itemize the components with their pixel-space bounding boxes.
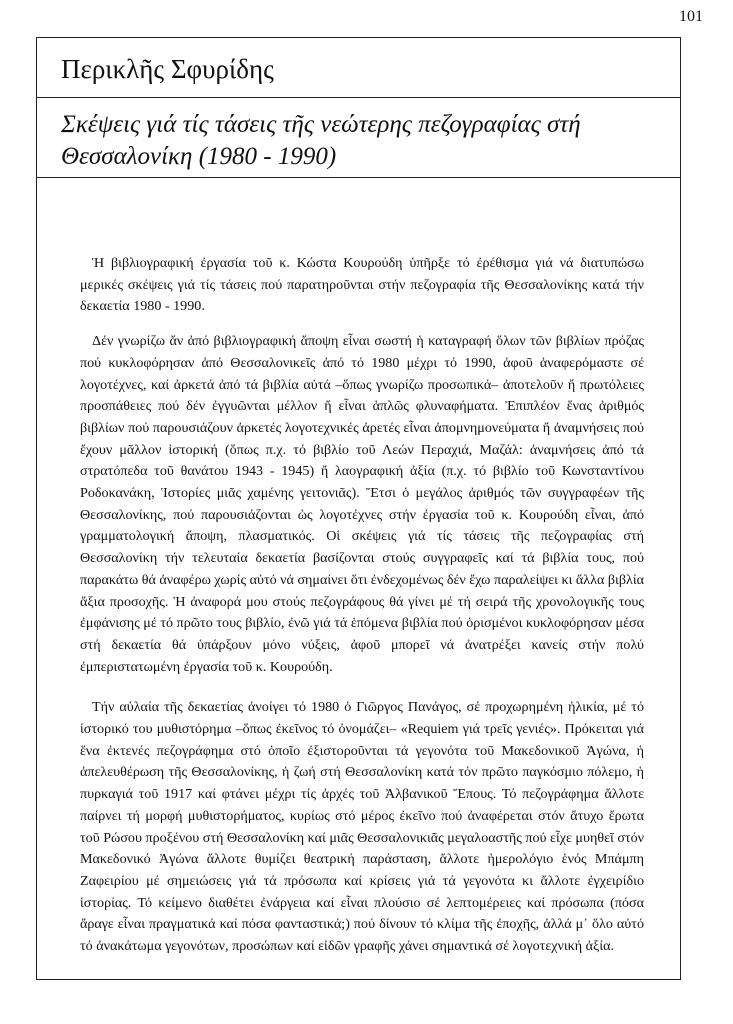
article-frame: [36, 37, 681, 980]
paragraph-1: Ἡ βιβλιογραφική ἐργασία τοῦ κ. Κώστα Κουρούδη ὑπῆρξε τό ἐρέθισμα γιά νά διατυπώσω μερικές σκέψεις γιά τίς τάσεις πού παρατηροῦνται στήν πεζογραφία τῆς Θεσσαλονίκης κατά τήν δεκαετία 1980 - 1990.: [80, 255, 644, 315]
article-body: [37, 178, 680, 958]
paragraph-3: Τήν αὐλαία τῆς δεκαετίας ἀνοίγει τό 1980 ὁ Γιῶργος Πανάγος, σέ προχωρημένη ἡλικία, μέ τό ἱστορικό του μυθιστόρημα –ὅπως ἐκεῖνος τό ὀνομάζει– «Requiem γιά τρεῖς γενιές». Πρόκειται γιά ἕνα ἐκτενές πεζογράφημα στό ὁποῖο ἐξιστοροῦνται τά γεγονότα τοῦ Μακεδονικοῦ Ἀγώνα, ἡ ἀπελευθέρωση τῆς Θεσσαλονίκης, ἡ ζωή στή Θεσσαλονίκη κατά τόν πρῶτο παγκόσμιο πόλεμο, ἡ πυρκαγιά τοῦ 1917 καί φτάνει μέχρι τίς ἀρχές τοῦ Ἀλβανικοῦ Ἔπους. Τό πεζογράφημα ἄλλοτε παίρνει τή μορφή μυθιστορήματος, κυρίως στό μέρος ἐκεῖνο πού ἀναφέρεται στόν ἄτυχο ἔρωτα τοῦ Ρώσου προξένου στή Θεσσαλονίκη καί μιᾶς Θεσσαλονικιᾶς μεγαλοαστῆς πού εἶχε μυηθεῖ στόν Μακεδονικό Ἀγώνα ἄλλοτε θυμίζει θεατρική παράσταση, ἄλλοτε ἡμερολόγιο ἑνός Μπάμπη Ζαφειρίου μέ σημειώσεις γιά τά πρόσωπα καί κρίσεις γιά τά γεγονότα κι ἄλλοτε ἐγχειρίδιο ἱστορίας. Τό κείμενο διαθέτει ἐνάργεια καί εἶναι πλούσιο σέ λεπτομέρειες καί πρόσωπα (πόσα ἄραγε εἶναι πραγματικά καί πόσα φανταστικά;) πού δίνουν τό κλίμα τῆς ἐποχῆς, ἀλλά μ᾽ ὅλο αὐτό τό ἀνακάτωμα γεγονότων, προσώπων καί εἰδῶν γραφῆς χάνει σημαντικά σέ λογοτεχνική ἀξία.: [80, 699, 645, 955]
page-number: 101: [679, 8, 703, 25]
paragraph-2: Δέν γνωρίζω ἄν ἀπό βιβλιογραφική ἄποψη εἶναι σωστή ἡ καταγραφή ὅλων τῶν βιβλίων πρόζας πού κυκλοφόρησαν ἀπό Θεσσαλονικεῖς ἀπό τό 1980 μέχρι τό 1990, ἀφοῦ ἀναφερόμαστε σέ λογοτέχνες, καί ἀρκετά ἀπό τά βιβλία αὐτά –ὅπως γνωρίζω προσωπικά– ἀποτελοῦν ἤ πρωτόλειες προσπάθειες πού δέν ἐγγυῶνται μέλλον ἤ εἶναι ἁπλῶς φλυναφήματα. Ἐπιπλέον ἕνας ἀριθμός βιβλίων πού παρουσιάζουν ἀρκετές λογοτεχνικές ἀρετές εἶναι ἀπομνημονεύματα ἤ ἀναμνήσεις πού ἔχουν μᾶλλον ἱστορική (ὅπως π.χ. τό βιβλίο τοῦ Λεών Περαχιά, Μαζάλ: ἀναμνήσεις ἀπό τά στρατόπεδα τοῦ θανάτου 1943 - 1945) ἤ λαογραφική ἀξία (π.χ. τό βιβλίο τοῦ Κωνσταντίνου Ροδοκανάκη, Ἱστορίες μιᾶς χαμένης γειτονιᾶς). Ἔτσι ὁ μεγάλος ἀριθμός τῶν συγγραφέων τῆς Θεσσαλονίκης, πού παρουσιάζονται ὡς λογοτέχνες στήν ἐργασία τοῦ κ. Κουρούδη εἶναι, ἀπό γραμματολογική ἄποψη, πλασματικός. Οἱ σκέψεις γιά τίς τάσεις τῆς πεζογραφίας στή Θεσσαλονίκη τήν τελευταία δεκαετία βασίζονται στούς συγγραφεῖς καί τά βιβλία τους, πού παρακάτω θά ἀναφέρω χωρίς αὐτό νά σημαίνει ὅτι ἐνδεχομένως δέν ἔχω παραλείψει κι ἄλλα βιβλία ἄξια προσοχῆς. Ἡ ἀναφορά μου στούς πεζογράφους θά γίνει μέ τή σειρά τῆς χρονολογικῆς τους ἐμφάνισης μέ τό πρῶτο τους βιβλίο, ἐνῶ γιά τά ἑπόμενα βιβλία πού ὁρισμένοι κυκλοφόρησαν μέσα στή δεκαετία θά ὑπάρξουν μόνο νύξεις, ἀφοῦ μπορεῖ νά ἀνατρέξει κανείς στήν πολύ ἐμπεριστατωμένη ἐργασία τοῦ κ. Κουρούδη.: [80, 333, 645, 675]
article-title: Σκέψεις γιά τίς τάσεις τῆς νεώτερης πεζογραφίας στή Θεσσαλονίκη (1980 - 1990): [37, 98, 680, 178]
author-name: Περικλῆς Σφυρίδης: [37, 38, 680, 98]
